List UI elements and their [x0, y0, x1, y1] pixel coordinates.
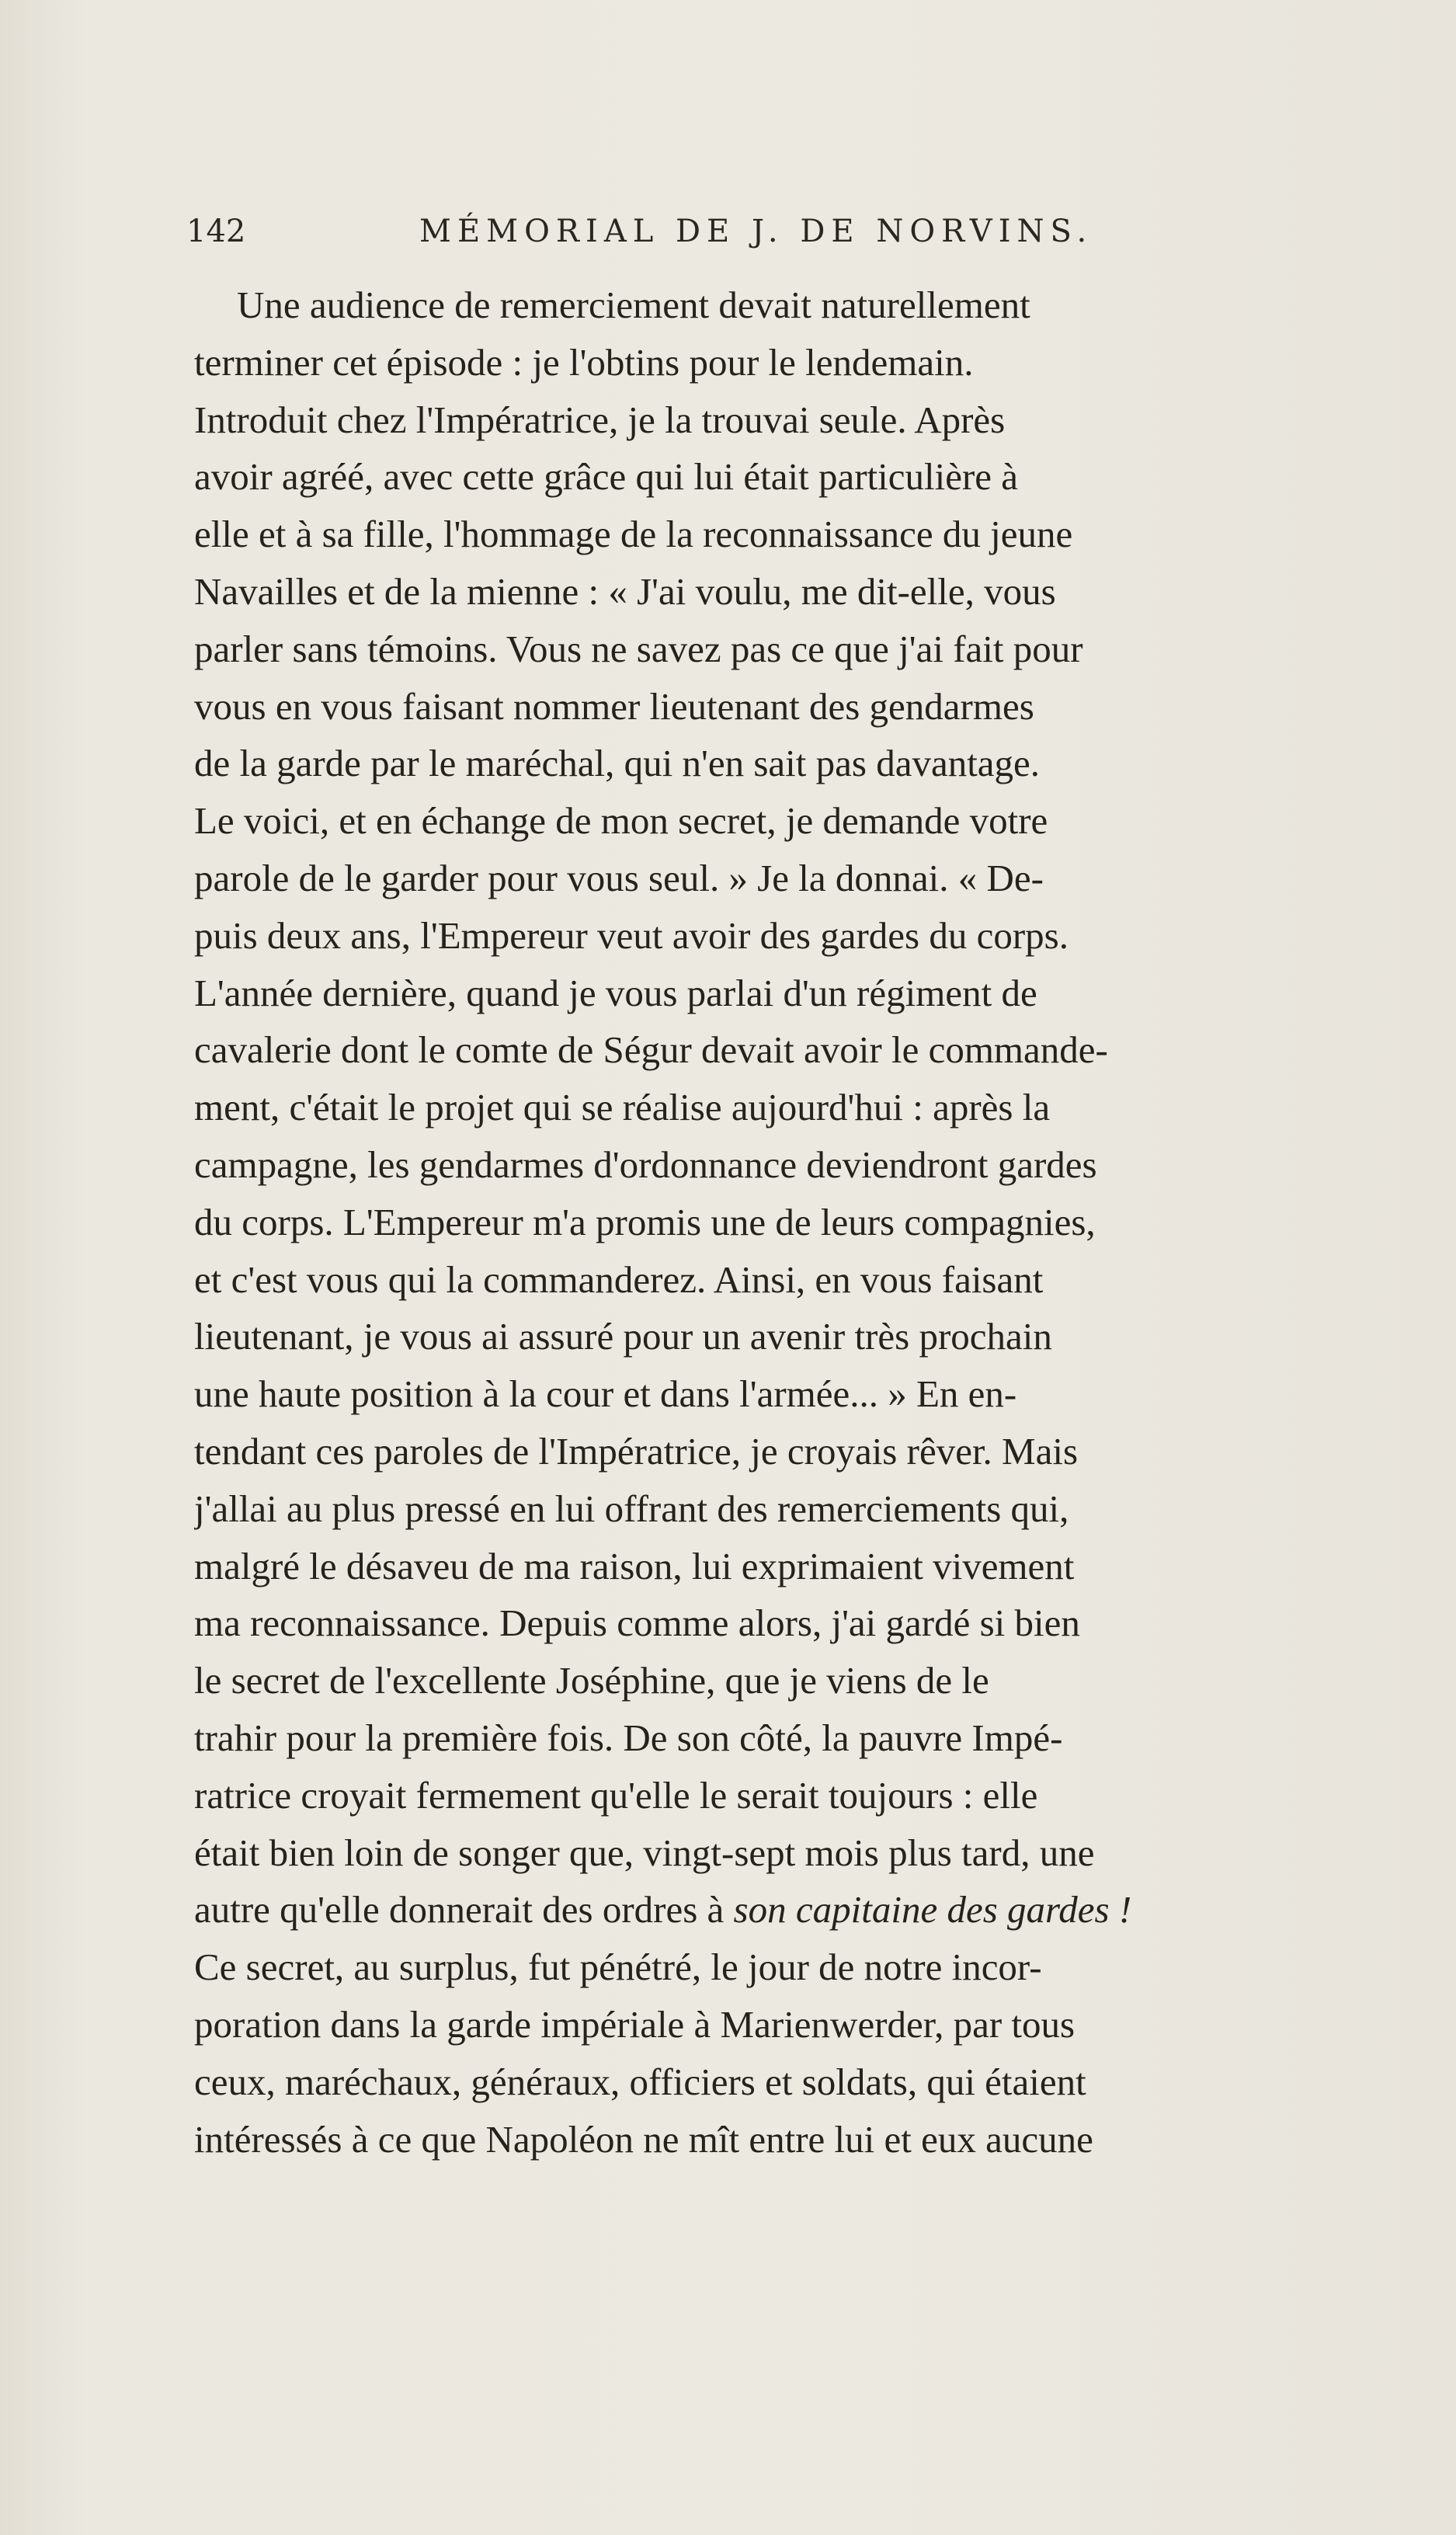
text-line: Navailles et de la mienne : « J'ai voulu, me dit-elle, vous — [194, 569, 1056, 613]
text-line: Ce secret, au surplus, fut pénétré, le jour de notre incor- — [194, 1946, 1042, 1989]
text-line: Le voici, et en échange de mon secret, je demande votre — [194, 799, 1048, 843]
text-line: vous en vous faisant nommer lieutenant des gendarmes — [194, 684, 1034, 728]
text-line: ment, c'était le projet qui se réalise aujourd'hui : après la — [194, 1086, 1051, 1129]
text-line: campagne, les gendarmes d'ordonnance deviendront gardes — [194, 1142, 1097, 1186]
text-line: elle et à sa fille, l'hommage de la reconnaissance du jeune — [194, 513, 1073, 556]
text-line: parole de le garder pour vous seul. » Je la donnai. « De- — [194, 856, 1044, 899]
text-line: Introduit chez l'Impératrice, je la trouvai seule. Après — [194, 398, 1006, 441]
text-line: le secret de l'excellente Joséphine, que je viens de le — [194, 1659, 989, 1702]
text-line: L'année dernière, quand je vous parlai d'un régiment de — [194, 971, 1037, 1014]
text-line: une haute position à la cour et dans l'armée... » En en- — [194, 1372, 1017, 1416]
text-line: ratrice croyait fermement qu'elle le serait toujours : elle — [194, 1773, 1038, 1817]
text-line: poration dans la garde impériale à Marienwerder, par tous — [194, 2002, 1075, 2046]
text-line: puis deux ans, l'Empereur veut avoir des gardes du corps. — [194, 913, 1069, 957]
page-number: 142 — [186, 214, 246, 249]
text-italic: son capitaine des gardes ! — [733, 1888, 1132, 1932]
running-title: MÉMORIAL DE J. DE NORVINS. — [419, 214, 1093, 249]
text-line: et c'est vous qui la commanderez. Ainsi, en vous faisant — [194, 1257, 1044, 1301]
text-line-mixed — [194, 1881, 1363, 1939]
text-line: ma reconnaissance. Depuis comme alors, j'ai gardé si bien — [194, 1601, 1080, 1645]
text-line: cavalerie dont le comte de Ségur devait avoir le commande- — [194, 1028, 1108, 1072]
text-line: du corps. L'Empereur m'a promis une de leurs compagnies, — [194, 1200, 1096, 1243]
page-header — [186, 208, 1367, 255]
text-line: était bien loin de songer que, vingt-sept mois plus tard, une — [194, 1831, 1095, 1874]
text-line: terminer cet épisode : je l'obtins pour le lendemain. — [194, 340, 974, 384]
text-roman: autre qu'elle donnerait des ordres à — [194, 1888, 734, 1932]
text-line: parler sans témoins. Vous ne savez pas ce que j'ai fait pour — [194, 627, 1083, 670]
text-line: j'allai au plus pressé en lui offrant des remerciements qui, — [194, 1487, 1069, 1530]
text-line: de la garde par le maréchal, qui n'en sait pas davantage. — [194, 742, 1041, 785]
text-line: trahir pour la première fois. De son côté, la pauvre Impé- — [194, 1716, 1063, 1759]
text-line: tendant ces paroles de l'Impératrice, je croyais rêver. Mais — [194, 1429, 1079, 1473]
text-line: ceux, maréchaux, généraux, officiers et soldats, qui étaient — [194, 2060, 1086, 2103]
text-line: intéressés à ce que Napoléon ne mît entre lui et eux aucune — [194, 2117, 1093, 2161]
text-line: avoir agréé, avec cette grâce qui lui était particulière à — [194, 455, 1019, 499]
body-text — [194, 276, 1363, 2168]
text-line: lieutenant, je vous ai assuré pour un avenir très prochain — [194, 1315, 1052, 1358]
text-line: Une audience de remerciement devait naturellement — [237, 283, 1030, 326]
text-line: malgré le désaveu de ma raison, lui exprimaient vivement — [194, 1544, 1075, 1587]
